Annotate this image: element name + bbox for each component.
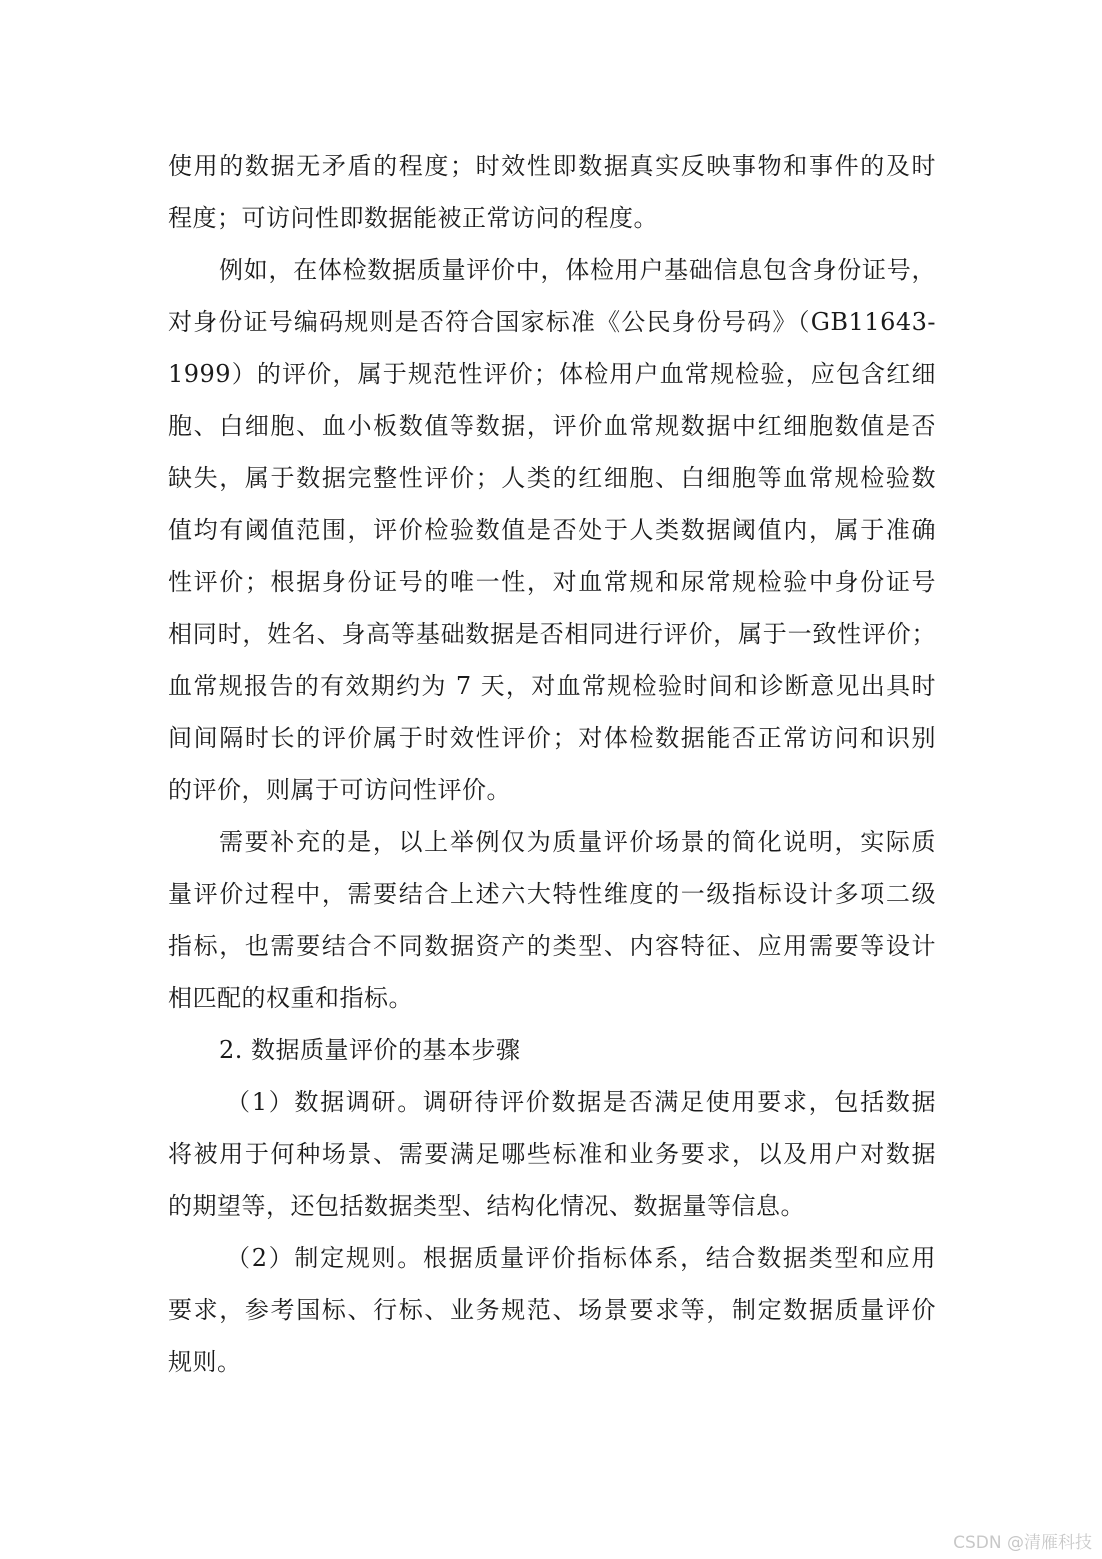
paragraph-line: 量评价过程中，需要结合上述六大特性维度的一级指标设计多项二级	[168, 880, 936, 908]
paragraph-line: 需要补充的是，以上举例仅为质量评价场景的简化说明，实际质	[219, 828, 936, 856]
watermark-text: CSDN @清雁科技	[953, 1533, 1092, 1553]
paragraph-line: （1）数据调研。调研待评价数据是否满足使用要求，包括数据	[226, 1088, 936, 1116]
paragraph-line: 将被用于何种场景、需要满足哪些标准和业务要求，以及用户对数据	[168, 1140, 936, 1168]
paragraph-line: 的期望等，还包括数据类型、结构化情况、数据量等信息。	[168, 1192, 805, 1220]
paragraph-line: 值均有阈值范围，评价检验数值是否处于人类数据阈值内，属于准确	[168, 516, 936, 544]
paragraph-line: 程度；可访问性即数据能被正常访问的程度。	[168, 204, 658, 232]
paragraph-line: （2）制定规则。根据质量评价指标体系，结合数据类型和应用	[226, 1244, 936, 1272]
paragraph-line: 例如，在体检数据质量评价中，体检用户基础信息包含身份证号，	[219, 256, 936, 284]
paragraph-line: 胞、白细胞、血小板数值等数据，评价血常规数据中红细胞数值是否	[168, 412, 936, 440]
paragraph-line: 使用的数据无矛盾的程度；时效性即数据真实反映事物和事件的及时	[168, 152, 936, 180]
paragraph-line: 1999）的评价，属于规范性评价；体检用户血常规检验，应包含红细	[168, 360, 936, 388]
paragraph-line: 要求，参考国标、行标、业务规范、场景要求等，制定数据质量评价	[168, 1296, 936, 1324]
paragraph-line: 指标，也需要结合不同数据资产的类型、内容特征、应用需要等设计	[168, 932, 936, 960]
paragraph-line: 间间隔时长的评价属于时效性评价；对体检数据能否正常访问和识别	[168, 724, 936, 752]
paragraph-line: 的评价，则属于可访问性评价。	[168, 776, 511, 804]
section-heading: 2. 数据质量评价的基本步骤	[219, 1036, 521, 1064]
paragraph-line: 相同时，姓名、身高等基础数据是否相同进行评价，属于一致性评价；	[168, 620, 936, 648]
paragraph-line: 缺失，属于数据完整性评价；人类的红细胞、白细胞等血常规检验数	[168, 464, 936, 492]
paragraph-line: 规则。	[168, 1348, 242, 1376]
paragraph-line: 血常规报告的有效期约为 7 天，对血常规检验时间和诊断意见出具时	[168, 672, 936, 700]
paragraph-line: 相匹配的权重和指标。	[168, 984, 413, 1012]
paragraph-line: 性评价；根据身份证号的唯一性，对血常规和尿常规检验中身份证号	[168, 568, 936, 596]
paragraph-line: 对身份证号编码规则是否符合国家标准《公民身份号码》（GB11643-	[168, 308, 936, 336]
